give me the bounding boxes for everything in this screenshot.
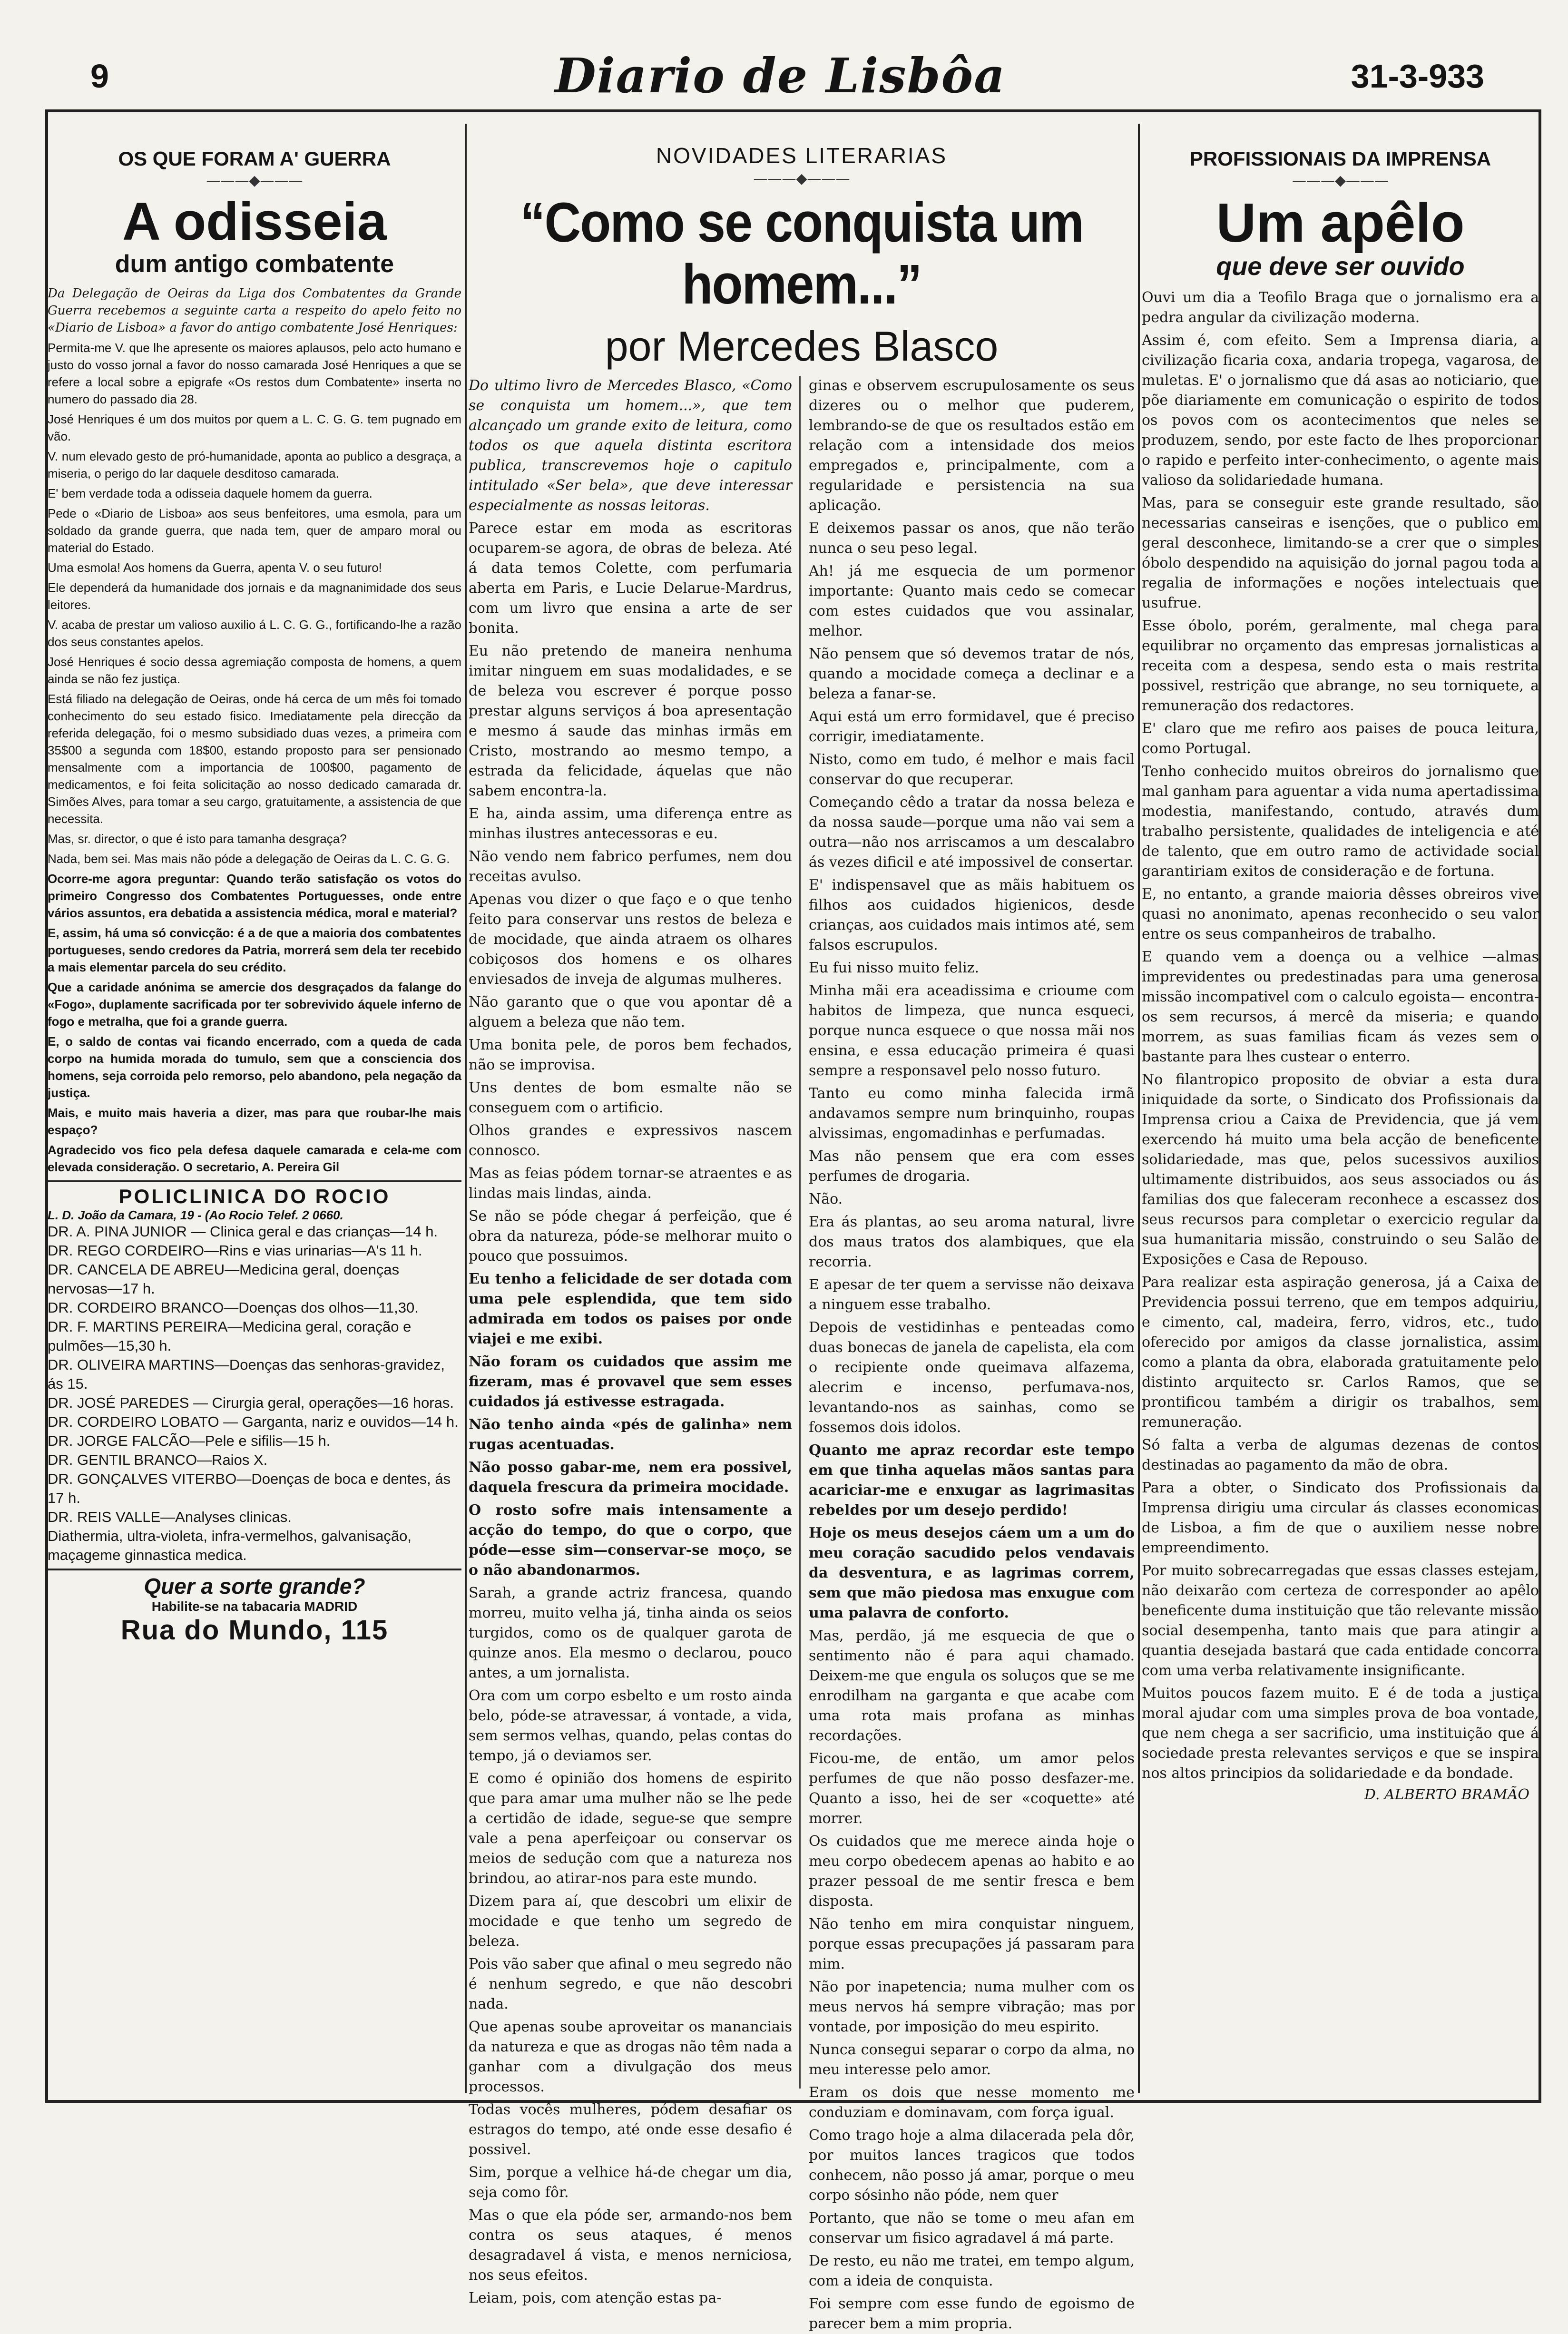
left-article-intro: Da Delegação de Oeiras da Liga dos Combatentes da Grande Guerra recebemos a seguinte carta a respeito do apelo feito no «Diario de Lisboa» a favor do antigo combatente José Henriques: [48, 286, 461, 335]
paragraph: Parece estar em moda as escritoras ocuparem-se agora, de obras de beleza. Até á data temos Colette, com perfumaria aberta em Paris, e Lucie Delarue-Mardrus, com um livro que ensina a arte de ser bonita. [469, 520, 792, 637]
paragraph: Pede o «Diario de Lisboa» aos seus benfeitores, uma esmola, para um soldado da grande guerra, que nada tem, quer de amparo moral ou material do Estado. [48, 506, 461, 555]
middle-article-byline: por Mercedes Blasco [605, 323, 999, 370]
paragraph: No filantropico proposito de obviar a esta dura iniquidade da sorte, o Sindicato dos Profissionais da Imprensa criou a Caixa de Previdencia, que já vem exercendo há muito uma bela acção de beneficente solidariedade, mas que, pelos sucessivos auxilios ultimamente distribuidos, aos seus associados ou ás familias dos que faleceram reconhece a escassez dos seus recursos para completar o exercicio regular da sua humanitaria missão, construindo o seu Salão de Exposições e Casa de Repouso. [1142, 1071, 1539, 1268]
paragraph: Mas as feias pódem tornar-se atraentes e as lindas mais lindas, ainda. [469, 1165, 792, 1202]
paragraph: Uma esmola! Aos homens da Guerra, apenta V. o seu futuro! [48, 560, 382, 575]
paragraph: Para realizar esta aspiração generosa, já a Caixa de Previdencia possui terreno, que em tempos adquiriu, e cimento, cal, madeira, ferro, vidros, etc., tudo oferecido por amigos da classe jornalistica, assim como a planta da obra, elaborada gratuitamente pelo distinto arquitecto sr. Carlos Ramos, que se prontificou também a dirigir os trabalhos, sem remuneração. [1142, 1274, 1539, 1431]
paragraph: Não posso gabar-me, nem era possivel, daquela frescura da primeira mocidade. [469, 1459, 792, 1496]
lottery-ad [48, 1569, 461, 1646]
column-divider [799, 376, 801, 2089]
paragraph: Quanto me apraz recordar este tempo em que tinha aquelas mãos santas para acariciar-me e enxugar as lagrimasitas rebeldes por um desejo perdido! [809, 1442, 1135, 1519]
paragraph: Os cuidados que me merece ainda hoje o meu corpo obedecem apenas ao habito e ao prazer pessoal de me sentir fresca e bem disposta. [809, 1833, 1135, 1910]
paragraph: E ha, ainda assim, uma diferença entre as minhas ilustres antecessoras e eu. [469, 805, 792, 842]
paragraph: José Henriques é socio dessa agremiação composta de homens, a quem ainda se não fez justiça. [48, 655, 461, 686]
paragraph: Foi sempre com esse fundo de egoismo de parecer bem a mim propria. [809, 2295, 1135, 2332]
masthead: Diario de Lisbôa [554, 48, 1006, 104]
paragraph: Permita-me V. que lhe apresente os maiores aplausos, pelo acto humano e justo do vosso jornal a favor do nosso camarada José Henriques a que se refere a local sobre a epigrafe «Os restos dum Combatente» inserta no numero do passado dia 28. [48, 341, 461, 406]
page-number: 9 [90, 58, 109, 95]
paragraph: Nada, bem sei. Mas mais não póde a delegação de Oeiras da L. C. G. G. [48, 852, 450, 866]
ad-line: DR. OLIVEIRA MARTINS—Doenças das senhoras-gravidez, ás 15. [48, 1356, 445, 1392]
ad-line: DR. REIS VALLE—Analyses clinicas. [48, 1509, 292, 1525]
paragraph: E como é opinião dos homens de espirito que para amar uma mulher não se lhe pede a certidão de idade, segue-se que sempre vale a pena aperfeiçoar ou conservar os meios de sedução com que a natureza nos brindou, ao atirar-nos para este mundo. [469, 1770, 792, 1887]
paragraph: Está filiado na delegação de Oeiras, onde há cerca de um mês foi tomado conhecimento do seu estado fisico. Imediatamente pela direcção da referida delegação, foi o mesmo subsidiado duas vezes, a primeira com 35$00 a segunda com 18$00, estando proposto para ser pensionado mensalmente com a importancia de 100$00, pagamento de medicamentos, e foi feita solicitação ao nosso dedicado camarada dr. Simões Alves, para tomar a seu cargo, gratuitamente, a assistencia de que necessita. [48, 692, 461, 826]
paragraph: E quando vem a doença ou a velhice —almas imprevidentes ou predestinadas para uma generosa missão incompativel com o calculo egoista— encontra-os sem recursos, á mercê da miseria; e quando morrem, as suas familias ficam ás vezes sem o bastante para lhes custear o enterro. [1142, 949, 1539, 1065]
middle-column [469, 128, 1135, 2332]
paragraph: Que apenas soube aproveitar os mananciais da natureza e que as drogas não têm nada a ganhar com a divulgação dos meus processos. [469, 2019, 792, 2095]
paragraph: Mas, sr. director, o que é isto para tamanha desgraça? [48, 832, 347, 846]
paragraph: Ficou-me, de então, um amor pelos perfumes de que não posso desfazer-me. Quanto a isso, hei de ser «coquette» até morrer. [809, 1750, 1135, 1827]
paragraph: Não. [809, 1191, 843, 1207]
right-article-subtitle: que deve ser ouvido [1216, 252, 1465, 281]
ad-line: Diathermia, ultra-violeta, infra-vermelhos, galvanisação, maçageme ginnastica medica. [48, 1528, 412, 1563]
paragraph: Sim, porque a velhice há-de chegar um dia, seja como fôr. [469, 2164, 792, 2201]
policlinica-ad [48, 1180, 461, 1565]
paragraph: E deixemos passar os anos, que não terão nunca o seu peso legal. [809, 520, 1135, 557]
left-column [48, 128, 461, 2103]
middle-subcolumn-a [469, 376, 792, 2306]
paragraph: E, assim, há uma só convicção: é a de que a maioria dos combatentes portugueses, sendo credores da Patria, morrerá sem dela ter recebido a mais elementar parcela do seu crédito. [48, 926, 461, 974]
paragraph: E' indispensavel que as mãis habituem os filhos aos cuidados higienicos, desde crianças, aos cuidados mais intimos até, sem falsos escrupulos. [809, 877, 1135, 953]
paragraph: Muitos poucos fazem muito. E é de toda a justiça moral ajudar com uma simples prova de boa vontade, que nem chega a ser sacrificio, uma instituição que á sociedade presta relevantes serviços e que se inspira nos altos principios da solidariedade e da bondade. [1142, 1685, 1539, 1782]
paragraph: Dizem para aí, que descobri um elixir de mocidade e que tenho um segredo de beleza. [469, 1893, 792, 1950]
middle-subcolumn-b [809, 376, 1135, 2332]
paragraph: De resto, eu não me tratei, em tempo algum, com a ideia de conquista. [809, 2253, 1135, 2289]
lottery-ad-tagline: Habilite-se na tabacaria MADRID [151, 1599, 358, 1614]
paragraph: Não garanto que o que vou apontar dê a alguem a beleza que não tem. [469, 994, 792, 1030]
column-divider [1138, 124, 1140, 2093]
ad-line: DR. CORDEIRO LOBATO — Garganta, nariz e ouvidos—14 h. [48, 1413, 459, 1430]
paragraph: Mas, perdão, já me esquecia de que o sentimento não é para aqui chamado. Deixem-me que engula os soluços que se me enrodilham na garganta e que acabe com uma rota mais profana as minhas recordações. [809, 1628, 1135, 1744]
middle-article-body [469, 376, 1135, 2332]
ad-line: DR. CANCELA DE ABREU—Medicina geral, doenças nervosas—17 h. [48, 1261, 400, 1297]
paragraph: Que a caridade anónima se amercie dos desgraçados da falange do «Fogo», duplamente sacrificada por ter sobrevivido áquele inferno de fogo e metralha, que foi a grande guerra. [48, 980, 461, 1029]
ornament-rule: ———◆——— [206, 172, 303, 189]
paragraph: E apesar de ter quem a servisse não deixava a ninguem esse trabalho. [809, 1276, 1135, 1313]
paragraph: Eu não pretendo de maneira nenhuma imitar ninguem em suas modalidades, e se de beleza vou escrever é porque posso prestar alguns serviços á boa apresentação e mesmo á saude das minhas irmãs em Cristo, mostrando ao mesmo tempo, a estrada da felicidade, áquelas que não sabem encontra-la. [469, 643, 792, 799]
ad-line: DR. JOSÉ PAREDES — Cirurgia geral, operações—16 horas. [48, 1394, 454, 1411]
ornament-rule: ———◆——— [1292, 172, 1389, 189]
middle-section-heading: NOVIDADES LITERARIAS [656, 143, 948, 168]
paragraph: Ah! já me esquecia de um pormenor importante: Quanto mais cedo se comecar com estes cuidados que vou assinalar, melhor. [809, 563, 1135, 639]
right-column [1142, 128, 1539, 2103]
paragraph: Como trago hoje a alma dilacerada pela dôr, por muitos lances tragicos que todos conhecem, não posso já amar, porque o meu corpo sósinho não póde, nem quer [809, 2127, 1135, 2204]
paragraph: Para a obter, o Sindicato dos Profissionais da Imprensa dirigiu uma circular ás classes economicas de Lisboa, a fim de que o auxiliem nesse nobre empreendimento. [1142, 1480, 1539, 1556]
paragraph: E, no entanto, a grande maioria dêsses obreiros vive quasi no anonimato, apenas reconhecido o seu valor entre os seus companheiros de trabalho. [1142, 886, 1539, 942]
paragraph: Não pensem que só devemos tratar de nós, quando a mocidade começa a declinar e a beleza a fanar-se. [809, 646, 1135, 702]
paragraph: Eram os dois que nesse momento me conduziam e dominavam, com força igual. [809, 2084, 1135, 2121]
paragraph: Nunca consegui separar o corpo da alma, no meu interesse pelo amor. [809, 2041, 1135, 2078]
paragraph: José Henriques é um dos muitos por quem a L. C. G. G. tem pugnado em vão. [48, 412, 461, 443]
paragraph: Começando cêdo a tratar da nossa beleza e da nossa saude—porque uma não vai sem a outra—não nos arriscamos a um descalabro ás vezes dificil e até impossivel de consertar. [809, 794, 1135, 871]
ad-line: DR. A. PINA JUNIOR — Clinica geral e das crianças—14 h. [48, 1223, 438, 1240]
middle-article-title: “Como se conquista um homem...” [520, 191, 1083, 316]
paragraph: Uns dentes de bom esmalte não se conseguem com o artificio. [469, 1079, 792, 1116]
paragraph: Leiam, pois, com atenção estas pa- [469, 2290, 722, 2306]
paragraph: Mais, e muito mais haveria a dizer, mas para que roubar-lhe mais espaço? [48, 1106, 461, 1137]
paragraph: Ocorre-me agora preguntar: Quando terão satisfação os votos do primeiro Congresso dos Combatentes Portuguesses, onde entre vários assuntos, era debatida a assistencia médica, moral e material? [48, 872, 461, 920]
paragraph: Ele dependerá da humanidade dos jornais e da magnanimidade dos seus leitores. [48, 580, 461, 612]
paragraph: Eu tenho a felicidade de ser dotada com uma pele esplendida, que tem sido admirada em todos os paises por onde viajei e me exibi. [469, 1271, 792, 1347]
paragraph: Hoje os meus desejos cáem um a um do meu coração sacudido pelos vendavais da desventura, e as lagrimas correm, sem que mão piedosa mas enxugue com uma palavra de conforto. [809, 1525, 1135, 1621]
left-article-body [48, 339, 461, 1176]
paragraph: Assim é, com efeito. Sem a Imprensa diaria, a civilização ficaria coxa, andaria tropega, vagarosa, de muletas. E' o jornalismo que dá asas ao noticiario, que põe diariamente em comunicação o espirito de todos os povos com os acontecimentos que neles se produzem, sendo, por este facto de lhes proporcionar o rapido e perfeito inter-conhecimento, o agente mais valioso da solidariedade humana. [1142, 332, 1539, 489]
paragraph: Era ás plantas, ao seu aroma natural, livre dos maus tratos dos alambiques, que ela recorria. [809, 1214, 1135, 1270]
paragraph: Pois vão saber que afinal o meu segredo não é nenhum segredo, e que não descobri nada. [469, 1956, 792, 2012]
ad-title: POLICLINICA DO ROCIO [48, 1180, 461, 1208]
paragraph: Sarah, a grande actriz francesa, quando morreu, muito velha já, tinha ainda os seios turgidos, como os de qualquer garota de quinze anos. Ela mesmo o declarou, pouco antes, a um jornalista. [469, 1585, 792, 1681]
right-section-heading: PROFISSIONAIS DA IMPRENSA [1189, 147, 1491, 170]
ornament-rule: ———◆——— [753, 170, 850, 187]
paragraph: Aqui está um erro formidavel, que é preciso corrigir, imediatamente. [809, 708, 1135, 745]
paragraph: Tanto eu como minha falecida irmã andavamos sempre num brinquinho, roupas alvissimas, engomadinhas e perfumadas. [809, 1085, 1135, 1142]
paragraph: Portanto, que não se tome o meu afan em conservar um fisico agradavel á má parte. [809, 2210, 1135, 2246]
ad-line: DR. F. MARTINS PEREIRA—Medicina geral, coração e pulmões—15,30 h. [48, 1318, 412, 1354]
paragraph: Eu fui nisso muito feliz. [809, 960, 980, 976]
page-date: 31-3-933 [1351, 58, 1484, 95]
lottery-ad-address: Rua do Mundo, 115 [120, 1615, 389, 1646]
ad-address: L. D. João da Camara, 19 - (Ao Rocio Telef. 2 0660. [48, 1208, 343, 1222]
ad-line: DR. CORDEIRO BRANCO—Doenças dos olhos—11,30. [48, 1299, 419, 1316]
paragraph: Não tenho ainda «pés de galinha» nem rugas acentuadas. [469, 1416, 792, 1453]
ad-line: DR. REGO CORDEIRO—Rins e vias urinarias—A's 11 h. [48, 1242, 422, 1259]
paragraph: Por muito sobrecarregadas que essas classes estejam, não deixarão com certeza de corresponder ao apêlo beneficente duma instituição que tão relevante missão social desempenha, tanto mais que para atingir a quantia desejada bastará que cada entidade concorra com uma verba relativamente insignificante. [1142, 1562, 1539, 1679]
paragraph: Olhos grandes e expressivos nascem connosco. [469, 1122, 792, 1159]
paragraph: Não foram os cuidados que assim me fizeram, mas é provavel que sem esses cuidados já estivesse estragada. [469, 1353, 792, 1410]
paragraph: ginas e observem escrupulosamente os seus dizeres ou o melhor que puderem, lembrando-se de que os resultados estão em relação com a intensidade dos meios empregados e, principalmente, com a regularidade e persistencia na sua aplicação. [809, 377, 1135, 514]
paragraph: Todas vocês mulheres, pódem desafiar os estragos do tempo, até onde esse desafio é possivel. [469, 2101, 792, 2158]
paragraph: Não tenho em mira conquistar ninguem, porque essas precupações já passaram para mim. [809, 1916, 1135, 1972]
paragraph: Minha mãi era aceadissima e crioume com habitos de limpeza, que nunca esqueci, porque nunca esquece o que nossa mãi nos ensina, e essa educação primeira é quasi sempre a responsavel pelo nosso futuro. [809, 982, 1135, 1079]
right-article-body [1142, 288, 1539, 1784]
ad-line: DR. JORGE FALCÃO—Pele e sifilis—15 h. [48, 1432, 331, 1449]
right-article-title: Um apêlo [1216, 192, 1465, 254]
paragraph: Nisto, como em tudo, é melhor e mais facil conservar do que recuperar. [809, 751, 1135, 788]
paragraph: Esse óbolo, porém, geralmente, mal chega para equilibrar no orçamento das empresas jornalisticas a receita com a despesa, sendo esta o mais restrita possivel, restrição que abrange, no seu torniquete, a remuneração dos redactores. [1142, 618, 1539, 714]
author-signature: D. ALBERTO BRAMÃO [1364, 1786, 1529, 1803]
paragraph: Mas o que ela póde ser, armando-nos bem contra os seus ataques, é menos desagradavel á vista, e menos nerniciosa, nos seus efeitos. [469, 2207, 792, 2284]
ad-line: DR. GONÇALVES VITERBO—Doenças de boca e dentes, ás 17 h. [48, 1471, 451, 1506]
page-header [76, 48, 1484, 104]
paragraph: V. num elevado gesto de pró-humanidade, aponta ao publico a desgraça, a miseria, o perigo do lar daquele desditoso camarada. [48, 449, 461, 481]
paragraph: Não vendo nem fabrico perfumes, nem dou receitas avulso. [469, 848, 792, 885]
paragraph: Uma bonita pele, de poros bem fechados, não se improvisa. [469, 1037, 792, 1073]
paragraph: Apenas vou dizer o que faço e o que tenho feito para conservar uns restos de beleza e de mocidade, que ainda atraem os olhares cobiçosos dos homens e os olhares enviesados de inveja de algumas mulheres. [469, 891, 792, 988]
paragraph: E' bem verdade toda a odisseia daquele homem da guerra. [48, 486, 372, 500]
paragraph: O rosto sofre mais intensamente a acção do tempo, do que o corpo, que póde—esse sim—conservar-se moço, se o não abandonarmos. [469, 1502, 792, 1579]
ad-line: DR. GENTIL BRANCO—Raios X. [48, 1451, 268, 1468]
paragraph: V. acaba de prestar um valioso auxilio á L. C. G. G., fortificando-lhe a razão dos seus constantes apelos. [48, 618, 461, 649]
paragraph: Agradecido vos fico pela defesa daquele camarada e cela-me com elevada consideração. O secretario, A. Pereira Gil [48, 1143, 461, 1174]
paragraph: Depois de vestidinhas e penteadas como duas bonecas de janela de capelista, ela com o recipiente onde queimava alfazema, alecrim e incenso, perfumava-nos, levantando-nos as sainhas, como se fossemos dois idolos. [809, 1319, 1135, 1436]
paragraph: Mas não pensem que era com esses perfumes de drogaria. [809, 1148, 1135, 1185]
lottery-ad-headline: Quer a sorte grande? [144, 1574, 365, 1598]
paragraph: Ora com um corpo esbelto e um rosto ainda belo, póde-se atravessar, á vontade, a vida, sem sermos velhas, quando, pelas contas do tempo, já o deviamos ser. [469, 1687, 792, 1764]
paragraph: Só falta a verba de algumas dezenas de contos destinadas ao pagamento da mão de obra. [1142, 1437, 1539, 1473]
left-section-heading: OS QUE FORAM A' GUERRA [118, 147, 391, 170]
left-article-title: A odisseia [122, 192, 387, 251]
paragraph: Do ultimo livro de Mercedes Blasco, «Como se conquista um homem...», que tem alcançado um grande exito de leitura, como todos os que aquela distinta escritora publica, transcrevemos hoje o capitulo intitulado «Ser bela», que deve interessar especialmente as nossas leitoras. [469, 377, 792, 514]
paragraph: Se não se póde chegar á perfeição, que é obra da natureza, póde-se melhorar muito o pouco que possuimos. [469, 1208, 792, 1265]
paragraph: Ouvi um dia a Teofilo Braga que o jornalismo era a pedra angular da civilização moderna. [1142, 289, 1539, 326]
paragraph: E' claro que me refiro aos paises de pouca leitura, como Portugal. [1142, 720, 1539, 757]
paragraph: Não por inapetencia; numa mulher com os meus nervos há sempre vibração; mas por vontade, por imposição do meu espirito. [809, 1979, 1135, 2035]
paragraph: E, o saldo de contas vai ficando encerrado, com a queda de cada corpo na humida morada do tumulo, sem que a consciencia dos homens, seja corroida pelo remorso, pelo abandono, pela negação da justiça. [48, 1034, 461, 1100]
paragraph: Mas, para se conseguir este grande resultado, são necessarias canseiras e isenções, que o publico em geral desconhece, limitando-se a crer que o simples óbolo despendido na aquisição do jornal pagou toda a regalia de informações e noções intelectuais que usufrue. [1142, 495, 1539, 611]
column-divider [465, 124, 467, 2093]
paragraph: Tenho conhecido muitos obreiros do jornalismo que mal ganham para aguentar a vida numa apertadissima modestia, manifestando, contudo, através dum trabalho persistente, qualidades de inteligencia e até de talento, que em outro ramo de actividade social garantiriam exitos de consideração e de fortuna. [1142, 763, 1539, 880]
left-article-subtitle: dum antigo combatente [115, 250, 394, 278]
